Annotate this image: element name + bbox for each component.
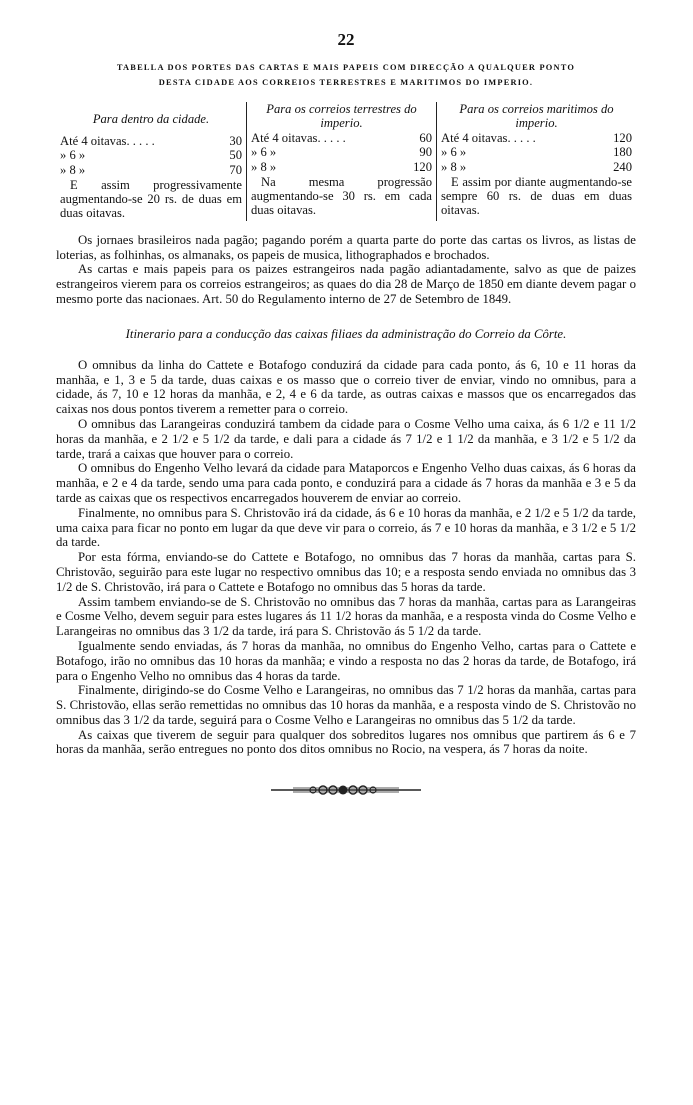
rate-row [251, 160, 432, 174]
document-page [56, 30, 636, 797]
itinerary-body [56, 358, 636, 758]
rate-label: » 8 » [251, 159, 277, 174]
rates-column-header: Para os correios terrestres do imperio. [266, 102, 417, 130]
rate-label: » 8 » [441, 159, 467, 174]
table-title [56, 60, 636, 90]
itinerary-paragraph: Assim tambem enviando-se de S. Christovão no omnibus das 7 horas da manhãa, cartas para as Larangeiras e Cosme Velho, devem seguir para estes lugares ás 11 1/2 horas da manhãa, e a resposta vinda do Cosme Velho e Larangeiras no omnibus das 3 1/2 da tarde, irá para S. Christovão ás 5 1/2 da tarde. [56, 594, 636, 639]
page-number: 22 [337, 30, 355, 49]
rate-row [60, 163, 242, 177]
rate-label: » 6 » [251, 145, 277, 160]
rates-note: Na mesma progressão augmentando-se 30 rs. em cada duas oitavas. [251, 174, 432, 218]
rates-note: E assim por diante augmentando-se sempre 60 rs. de duas em duas oitavas. [441, 174, 632, 218]
itinerary-paragraph: O omnibus do Engenho Velho levará da cidade para Mataporcos e Engenho Velho duas caixas, ás 6 horas da manhãa, e 2 e 4 da tarde, sendo uma para cada ponto, e conduzirá para a cidade ás 7 horas da manhãa e 3 e 5 da tarde as caixas que os respectivos encarregados houverem de enviar ao correio. [56, 461, 636, 505]
rate-label: » 6 » [60, 148, 86, 163]
foreign-mail-paragraph: As cartas e mais papeis para os paizes estrangeiros nada pagão adiantadamente, salvo as que de paizes estrangeiros vierem para os correios estrangeiros; as quaes do dia 28 de Março de 1850 em diante devem pagar o mesmo porte das nacionaes. Art. 50 do Regulamento interno de 27 de Setembro de 1849. [56, 262, 636, 306]
rate-value: 70 [229, 162, 242, 177]
rate-row [441, 131, 632, 145]
rate-value: 180 [613, 145, 632, 160]
rate-label: » 8 » [60, 162, 86, 177]
table-title-line-1: TABELLA DOS PORTES DAS CARTAS E MAIS PAPEIS COM DIRECÇÃO A QUALQUER PONTO [116, 63, 576, 72]
rate-row [60, 148, 242, 162]
itinerary-paragraph: Finalmente, dirigindo-se do Cosme Velho e Larangeiras, no omnibus das 7 1/2 horas da manhãa, cartas para S. Christovão, ellas serão remettidas no omnibus das 10 horas da manhãa, e a resposta vindo de S. Christovão no omnibus das 3 1/2 da tarde, seguirá para o Cosme Velho e Larangeiras no omnibus das 5 1/2 da tarde. [56, 683, 636, 727]
rate-label: Até 4 oitavas. . . . . [441, 131, 536, 145]
rate-row [251, 145, 432, 159]
rate-value: 90 [419, 145, 432, 160]
rates-column-city [56, 102, 246, 221]
rate-value: 120 [413, 159, 432, 174]
rates-column-header: Para os correios maritimos do imperio. [459, 102, 614, 130]
rate-label: » 6 » [441, 145, 467, 160]
itinerary-title: Itinerario para a conducção das caixas filiaes da administração do Correio da Côrte. [125, 326, 567, 341]
rate-label: Até 4 oitavas. . . . . [60, 134, 155, 148]
postage-rates-table [56, 102, 636, 221]
rate-row [441, 160, 632, 174]
rates-note: E assim progressivamente augmentando-se 20 rs. de duas em duas oitavas. [60, 177, 242, 221]
rate-label: Até 4 oitavas. . . . . [251, 131, 346, 145]
rates-column-sea-mail [436, 102, 636, 221]
itinerary-paragraph: Igualmente sendo enviadas, ás 7 horas da manhãa, no omnibus do Engenho Velho, cartas para o Cattete e Botafogo, irão no omnibus das 10 horas da manhãa; e vindo a resposta no das 2 horas da tarde, de Botafogo, irá para o Engenho Velho no omnibus das 4 horas da tarde. [56, 638, 636, 683]
rate-value: 60 [419, 131, 432, 145]
itinerary-paragraph: Por esta fórma, enviando-se do Cattete e Botafogo, no omnibus das 7 horas da manhãa, cartas para S. Christovão, seguirão para este lugar no respectivo omnibus das 10; e a resposta sendo enviada no omnibus das 3 1/2 de S. Christovão, irá para o Cattete e Botafogo no omnibus das 5 horas da tarde. [56, 550, 636, 594]
itinerary-paragraph: As caixas que tiverem de seguir para qualquer dos sobreditos lugares nos omnibus que partirem ás 6 e 7 horas da manhãa, serão entregues no ponto dos ditos omnibus no Rocio, na vespera, ás 7 horas da noite. [56, 727, 636, 757]
rates-column-header: Para dentro da cidade. [92, 112, 210, 126]
itinerary-paragraph: O omnibus da linha do Cattete e Botafogo conduzirá da cidade para cada ponto, ás 6, 10 e 11 horas da manhãa, e 1, 3 e 5 da tarde, duas caixas e os masso que o correio tiver de enviar, vindo no omnibus, para a cidade, ás 7, 10 e 12 horas da manhãa, e 2, 4 e 6 da tarde, as outras caixas e massos que os encarregados das caixas nos dous pontos tiverem a remetter para o correio. [56, 357, 636, 417]
rate-row [251, 131, 432, 145]
rate-value: 120 [613, 131, 632, 145]
closing-ornament [56, 783, 636, 797]
rate-row [60, 134, 242, 148]
newspapers-paragraph: Os jornaes brasileiros nada pagão; pagando porém a quarta parte do porte das cartas os livros, as listas de loterias, as folhinhas, os almanaks, os papeis de musica, lithographados e brochados. [56, 232, 636, 262]
rate-value: 30 [229, 134, 242, 148]
itinerary-paragraph: O omnibus das Larangeiras conduzirá tambem da cidade para o Cosme Velho uma caixa, ás 6 1/2 e 11 1/2 horas da manhãa, e 2 1/2 e 5 1/2 da tarde, e dali para a cidade ás 7 1/2 e 1 1/2 da manhãa, e 3 1/2 e 5 1/2 da tarde, trará a caixas que houver para o correio. [56, 416, 636, 461]
table-title-line-2: DESTA CIDADE AOS CORREIOS TERRESTRES E MARITIMOS DO IMPERIO. [158, 78, 534, 87]
flourish-ornament-icon [271, 783, 421, 797]
rate-value: 50 [229, 148, 242, 163]
rate-value: 240 [613, 159, 632, 174]
itinerary-paragraph: Finalmente, no omnibus para S. Christovão irá da cidade, ás 6 e 10 horas da manhãa, e 2 1/2 e 5 1/2 da tarde, uma caixa para ficar no ponto em lugar da que deve vir para o correio, ás 7 e 10 horas da manhãa, e 3 1/2 e 5 1/2 da tarde. [56, 505, 636, 550]
rate-row [441, 145, 632, 159]
rates-column-land-mail [246, 102, 436, 221]
